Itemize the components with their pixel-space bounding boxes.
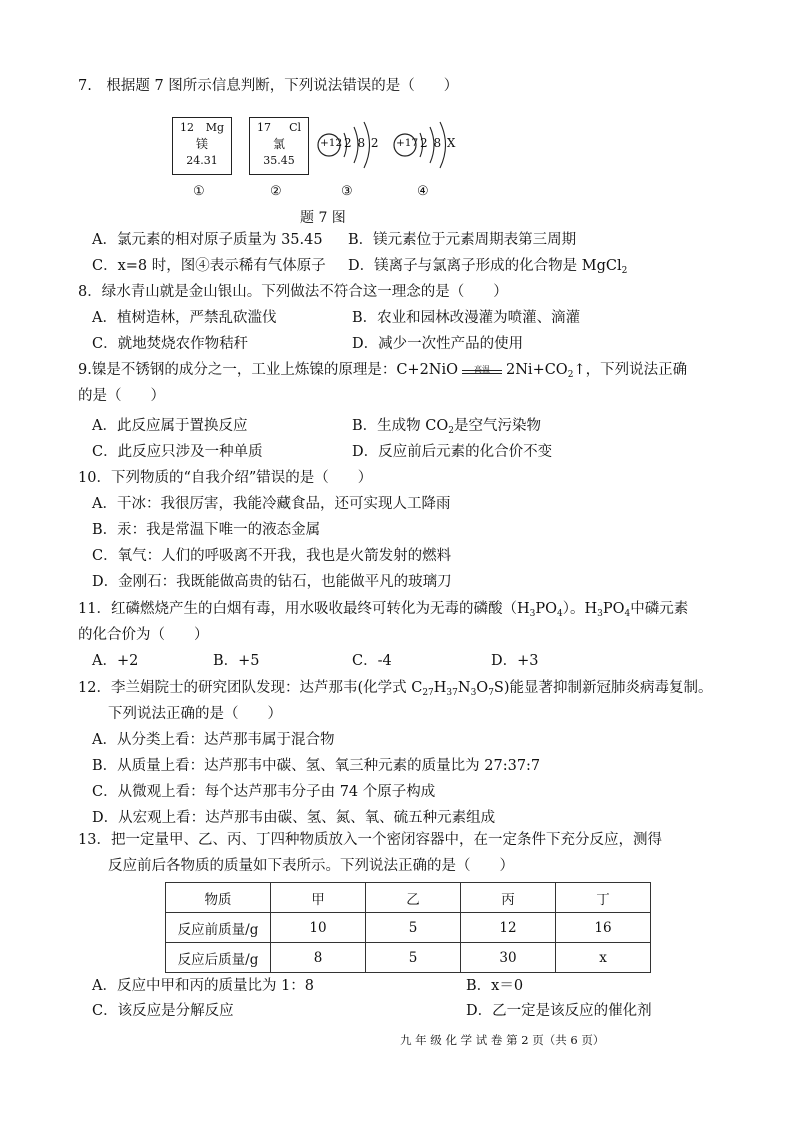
element-box-cl (249, 117, 309, 175)
q12-option-a: A．从分类上看：达芦那韦属于混合物 (92, 732, 335, 748)
table-cell: 30 (461, 943, 556, 973)
electron-shells: 2 8 2 (344, 136, 380, 150)
q13-option-d: D．乙一定是该反应的催化剂 (466, 1003, 652, 1019)
q13-option-b: B．x＝0 (466, 978, 524, 994)
atomic-number: 12 (180, 121, 194, 134)
element-symbol: Cl (289, 121, 301, 134)
q12-stem-cont: 下列说法正确的是（ ） (108, 706, 282, 722)
q7-option-a: A．氯元素的相对原子质量为 35.45 (92, 232, 323, 248)
table-cell: 5 (366, 943, 461, 973)
element-name: 氯 (272, 137, 285, 151)
atomic-number: 17 (257, 121, 271, 134)
q9-stem-cont: 的是（ ） (78, 388, 165, 404)
table-cell: 反应前质量/g (166, 913, 271, 943)
q8-option-a: A．植树造林，严禁乱砍滥伐 (92, 310, 277, 326)
figure-label: ④ (417, 184, 429, 199)
q7-option-b: B．镁元素位于元素周期表第三周期 (348, 232, 577, 248)
electron-shells: 2 8 X (420, 136, 457, 150)
table-cell: 12 (461, 913, 556, 943)
q8-option-d: D．减少一次性产品的使用 (352, 336, 524, 352)
nucleus-charge: +17 (396, 137, 419, 149)
atomic-mass: 35.45 (263, 154, 295, 167)
table-cell: 16 (556, 913, 651, 943)
atomic-mass: 24.31 (186, 154, 218, 167)
figure-label: ① (193, 184, 205, 199)
q9-option-b: B．生成物 $CO_2$是空气污染物 (352, 418, 541, 436)
table-cell: x (556, 943, 651, 973)
q8-option-c: C．就地焚烧农作物秸秆 (92, 336, 249, 352)
q11-option-b: B．+5 (213, 653, 260, 669)
q8-stem: 8．绿水青山就是金山银山。下列做法不符合这一理念的是（ ） (78, 284, 508, 300)
q10-option-d: D．金刚石：我既能做高贵的钻石，也能做平凡的玻璃刀 (92, 574, 452, 590)
q13-option-a: A．反应中甲和丙的质量比为 1：8 (92, 978, 315, 994)
figure-label: ③ (341, 184, 353, 199)
q11-option-c: C．-4 (352, 653, 392, 669)
table-cell: 8 (271, 943, 366, 973)
page-footer: 九 年 级 化 学 试 卷 第 2 页（共 6 页） (400, 1033, 605, 1047)
table-header-cell: 甲 (271, 883, 366, 913)
q9-option-d: D．反应前后元素的化合价不变 (352, 444, 553, 460)
q13-option-c: C．该反应是分解反应 (92, 1003, 234, 1019)
q10-option-b: B．汞：我是常温下唯一的液态金属 (92, 522, 321, 538)
q8-option-b: B．农业和园林改漫灌为喷灌、滴灌 (352, 310, 581, 326)
q10-option-a: A．干冰：我很厉害，我能冷藏食品，还可实现人工降雨 (92, 496, 451, 512)
table-cell: 10 (271, 913, 366, 943)
q7-option-c: C．x=8 时，图④表示稀有气体原子 (92, 258, 326, 274)
q11-option-d: D．+3 (491, 653, 539, 669)
q13-stem: 13．把一定量甲、乙、丙、丁四种物质放入一个密闭容器中，在一定条件下充分反应，测得 (78, 832, 662, 848)
q7-stem: 7. 根据题 7 图所示信息判断，下列说法错误的是（ ） (78, 78, 459, 94)
q9-option-c: C．此反应只涉及一种单质 (92, 444, 263, 460)
nucleus-charge: +12 (320, 137, 343, 149)
q7-option-d: D．镁离子与氯离子形成的化合物是 MgCl$_2$ (348, 258, 628, 276)
table-row (166, 913, 651, 943)
figure-caption: 题 7 图 (300, 210, 346, 226)
table-header-row (166, 883, 651, 913)
element-symbol: Mg (205, 121, 224, 134)
table-row (166, 943, 651, 973)
q11-stem: 11．红磷燃烧产生的白烟有毒，用水吸收最终可转化为无毒的磷酸$(H_3PO_4)$。$H_3PO_4$中磷元素 (78, 601, 689, 619)
element-name: 镁 (195, 137, 208, 151)
q9-stem: 9.镍是不锈钢的成分之一，工业上炼镍的原理是：C+2NiO 高温 $2Ni+CO_2↑$，下列说法正确 (78, 362, 688, 380)
table-header-cell: 物质 (166, 883, 271, 913)
table-header-cell: 丙 (461, 883, 556, 913)
figure-label: ② (270, 184, 282, 199)
q11-option-a: A．+2 (92, 653, 139, 669)
q10-option-c: C．氧气：人们的呼吸离不开我，我也是火箭发射的燃料 (92, 548, 452, 564)
q12-option-b: B．从质量上看：达芦那韦中碳、氢、氧三种元素的质量比为 27:37:7 (92, 758, 541, 774)
q11-stem-cont: 的化合价为（ ） (78, 627, 209, 643)
q12-stem: 12．李兰娟院士的研究团队发现：达芦那韦(化学式 $C_{27}H_{37}N_3O_7S$)能显著抑制新冠肺炎病毒复制。 (78, 680, 713, 698)
q12-option-d: D．从宏观上看：达芦那韦由碳、氢、氮、氧、硫五种元素组成 (92, 810, 496, 826)
table-cell: 5 (366, 913, 461, 943)
reaction-condition: 高温 (462, 360, 502, 374)
mass-table (165, 882, 651, 973)
table-header-cell: 乙 (366, 883, 461, 913)
q12-option-c: C．从微观上看：每个达芦那韦分子由 74 个原子构成 (92, 784, 436, 800)
q13-stem-cont: 反应前后各物质的质量如下表所示。下列说法正确的是（ ） (108, 858, 514, 874)
element-box-mg (172, 117, 232, 175)
q10-stem: 10．下列物质的“自我介绍”错误的是（ ） (78, 470, 373, 486)
table-header-cell: 丁 (556, 883, 651, 913)
q9-option-a: A．此反应属于置换反应 (92, 418, 248, 434)
table-cell: 反应后质量/g (166, 943, 271, 973)
